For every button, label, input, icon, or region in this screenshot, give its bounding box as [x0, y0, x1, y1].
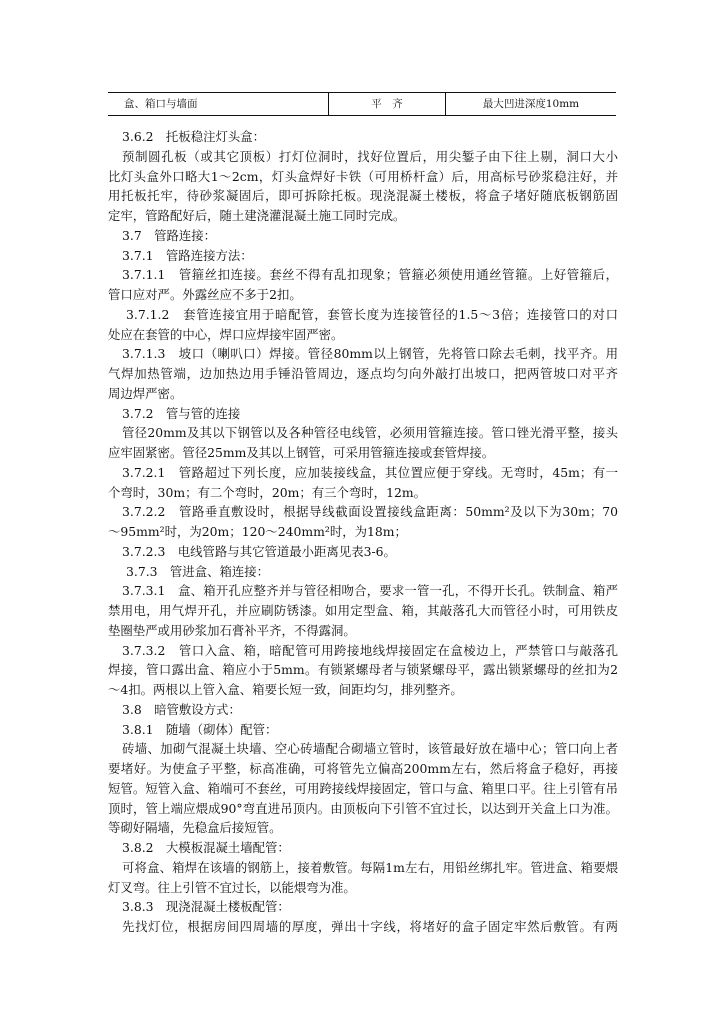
paragraph-line: 短管。短管入盒、箱端可不套丝，可用跨接线焊接固定，管口与盒、箱里口平。往上引管有吊	[108, 780, 618, 796]
paragraph-line: 先找灯位，根据房间四周墙的厚度，弹出十字线，将堵好的盒子固定牢然后敷管。有两	[122, 919, 618, 934]
section-heading: 3.7.2 管与管的连接	[122, 405, 241, 421]
section-heading: 3.7.3 管进盒、箱连接：	[126, 563, 270, 579]
paragraph-line: 个弯时，30m；有二个弯时，20m；有三个弯时，12m。	[108, 484, 426, 500]
section-heading: 3.7.1 管路连接方法：	[122, 247, 253, 263]
paragraph-line: ～4扣。两根以上管入盒、箱要长短一致，间距均匀，排列整齐。	[108, 682, 463, 697]
section-heading: 3.8.3 现浇混凝土楼板配管：	[122, 899, 290, 915]
paragraph-line: 应牢固紧密。管径25mm及其以上钢管，可采用管箍连接或套管焊接。	[108, 445, 495, 460]
paragraph-line: 焊接，管口露出盒、箱应小于5mm。有锁紧螺母者与锁紧螺母平，露出锁紧螺母的丝扣为2	[108, 662, 618, 678]
paragraph-line: 垫圈垫严或用砂浆加石膏补平齐，不得露洞。	[108, 622, 356, 638]
paragraph-line: 灯叉弯。往上引管不宜过长，以能煨弯为准。	[108, 879, 356, 895]
paragraph-line: 禁用电，用气焊开孔，并应刷防锈漆。如用定型盒、箱，其敲落孔大而管径小时，可用铁皮	[108, 603, 618, 618]
section-heading: 3.6.2 托板稳注灯头盒：	[122, 129, 266, 144]
paragraph-line: 周边焊严密。	[108, 385, 183, 401]
paragraph-line: 预制圆孔板（或其它顶板）打灯位洞时，找好位置后，用尖錾子由下往上剔，洞口大小	[122, 148, 618, 164]
paragraph-line: ～95mm²时，为20m；120～240mm²时，为18m；	[108, 524, 407, 539]
paragraph-line: 气焊加热管端，边加热边用手锤沿管周边，逐点均匀向外敲打出坡口，把两管坡口对平齐	[108, 366, 618, 381]
paragraph-line: 定牢，管路配好后，随土建浇灌混凝土施工同时完成。	[108, 208, 406, 223]
body-text	[108, 127, 618, 937]
paragraph-line: 3.7.3.2 管口入盒、箱，暗配管可用跨接地线焊接固定在盒棱边上，严禁管口与敲落孔	[122, 642, 618, 658]
paragraph-line: 3.7.2.3 电线管路与其它管道最小距离见表3-6。	[122, 543, 396, 559]
paragraph-line: 要堵好。为使盒子平整，标高准确，可将管先立偏高200mm左右，然后将盒子稳好，再接	[108, 761, 618, 776]
paragraph-line: 砖墙、加砌气混凝土块墙、空心砖墙配合砌墙立管时，该管最好放在墙中心；管口向上者	[122, 741, 618, 757]
paragraph-line: 3.7.3.1 盒、箱开孔应整齐并与管径相吻合，要求一管一孔，不得开长孔。铁制盒、箱严	[122, 583, 618, 599]
table-cell-tolerance: 最大凹进深度10mm	[482, 98, 580, 110]
section-heading: 3.8.1 随墙（砌体）配管：	[122, 721, 278, 737]
paragraph-line: 顶时，管上端应煨成90°弯直进吊顶内。由顶板向下引管不宜过长，以达到开关盒上口为准。	[108, 800, 618, 816]
table-cell-requirement: 平 齐	[328, 93, 446, 115]
paragraph-line: 3.7.1.3 坡口（喇叭口）焊接。管径80mm以上钢管，先将管口除去毛刺，找平齐。用	[122, 346, 618, 362]
paragraph-line: 处应在套管的中心，焊口应焊接牢固严密。	[108, 326, 344, 342]
paragraph-line: 可将盒、箱焊在该墙的钢筋上，接着敷管。每隔1m左右，用铅丝绑扎牢。管进盒、箱要煨	[122, 859, 618, 875]
paragraph-line: 3.7.2.2 管路垂直敷设时，根据导线截面设置接线盒距离：50mm²及以下为30m；70	[122, 504, 618, 520]
paragraph-line: 用托板托牢，待砂浆凝固后，即可拆除托板。现浇混凝土楼板，将盒子堵好随底板钢筋固	[108, 188, 618, 204]
paragraph-line: 管口应对严。外露丝应不多于2扣。	[108, 287, 302, 302]
section-heading: 3.7 管路连接：	[122, 227, 217, 243]
paragraph-line: 3.7.1.2 套管连接宜用于暗配管，套管长度为连接管径的1.5～3倍；连接管口的对口	[126, 306, 618, 322]
table-cell-item: 盒、箱口与墙面	[124, 98, 198, 110]
paragraph-line: 等砌好隔墙，先稳盒后接短管。	[108, 820, 282, 836]
paragraph-line: 管径20mm及其以下钢管以及各种管径电线管，必须用管箍连接。管口锉光滑平整，接头	[122, 425, 618, 441]
paragraph-line: 3.7.2.1 管路超过下列长度，应加装接线盒，其位置应便于穿线。无弯时，45m；有一	[122, 464, 618, 480]
section-heading: 3.8 暗管敷设方式：	[122, 701, 241, 717]
paragraph-line: 比灯头盒外口略大1～2cm，灯头盒焊好卡铁（可用桥杆盒）后，用高标号砂浆稳注好，并	[108, 168, 618, 184]
section-heading: 3.8.2 大模板混凝土墙配管：	[122, 840, 290, 855]
paragraph-line: 3.7.1.1 管箍丝扣连接。套丝不得有乱扣现象；管箍必须使用通丝管箍。上好管箍后，	[122, 267, 618, 283]
table-row	[108, 92, 616, 116]
